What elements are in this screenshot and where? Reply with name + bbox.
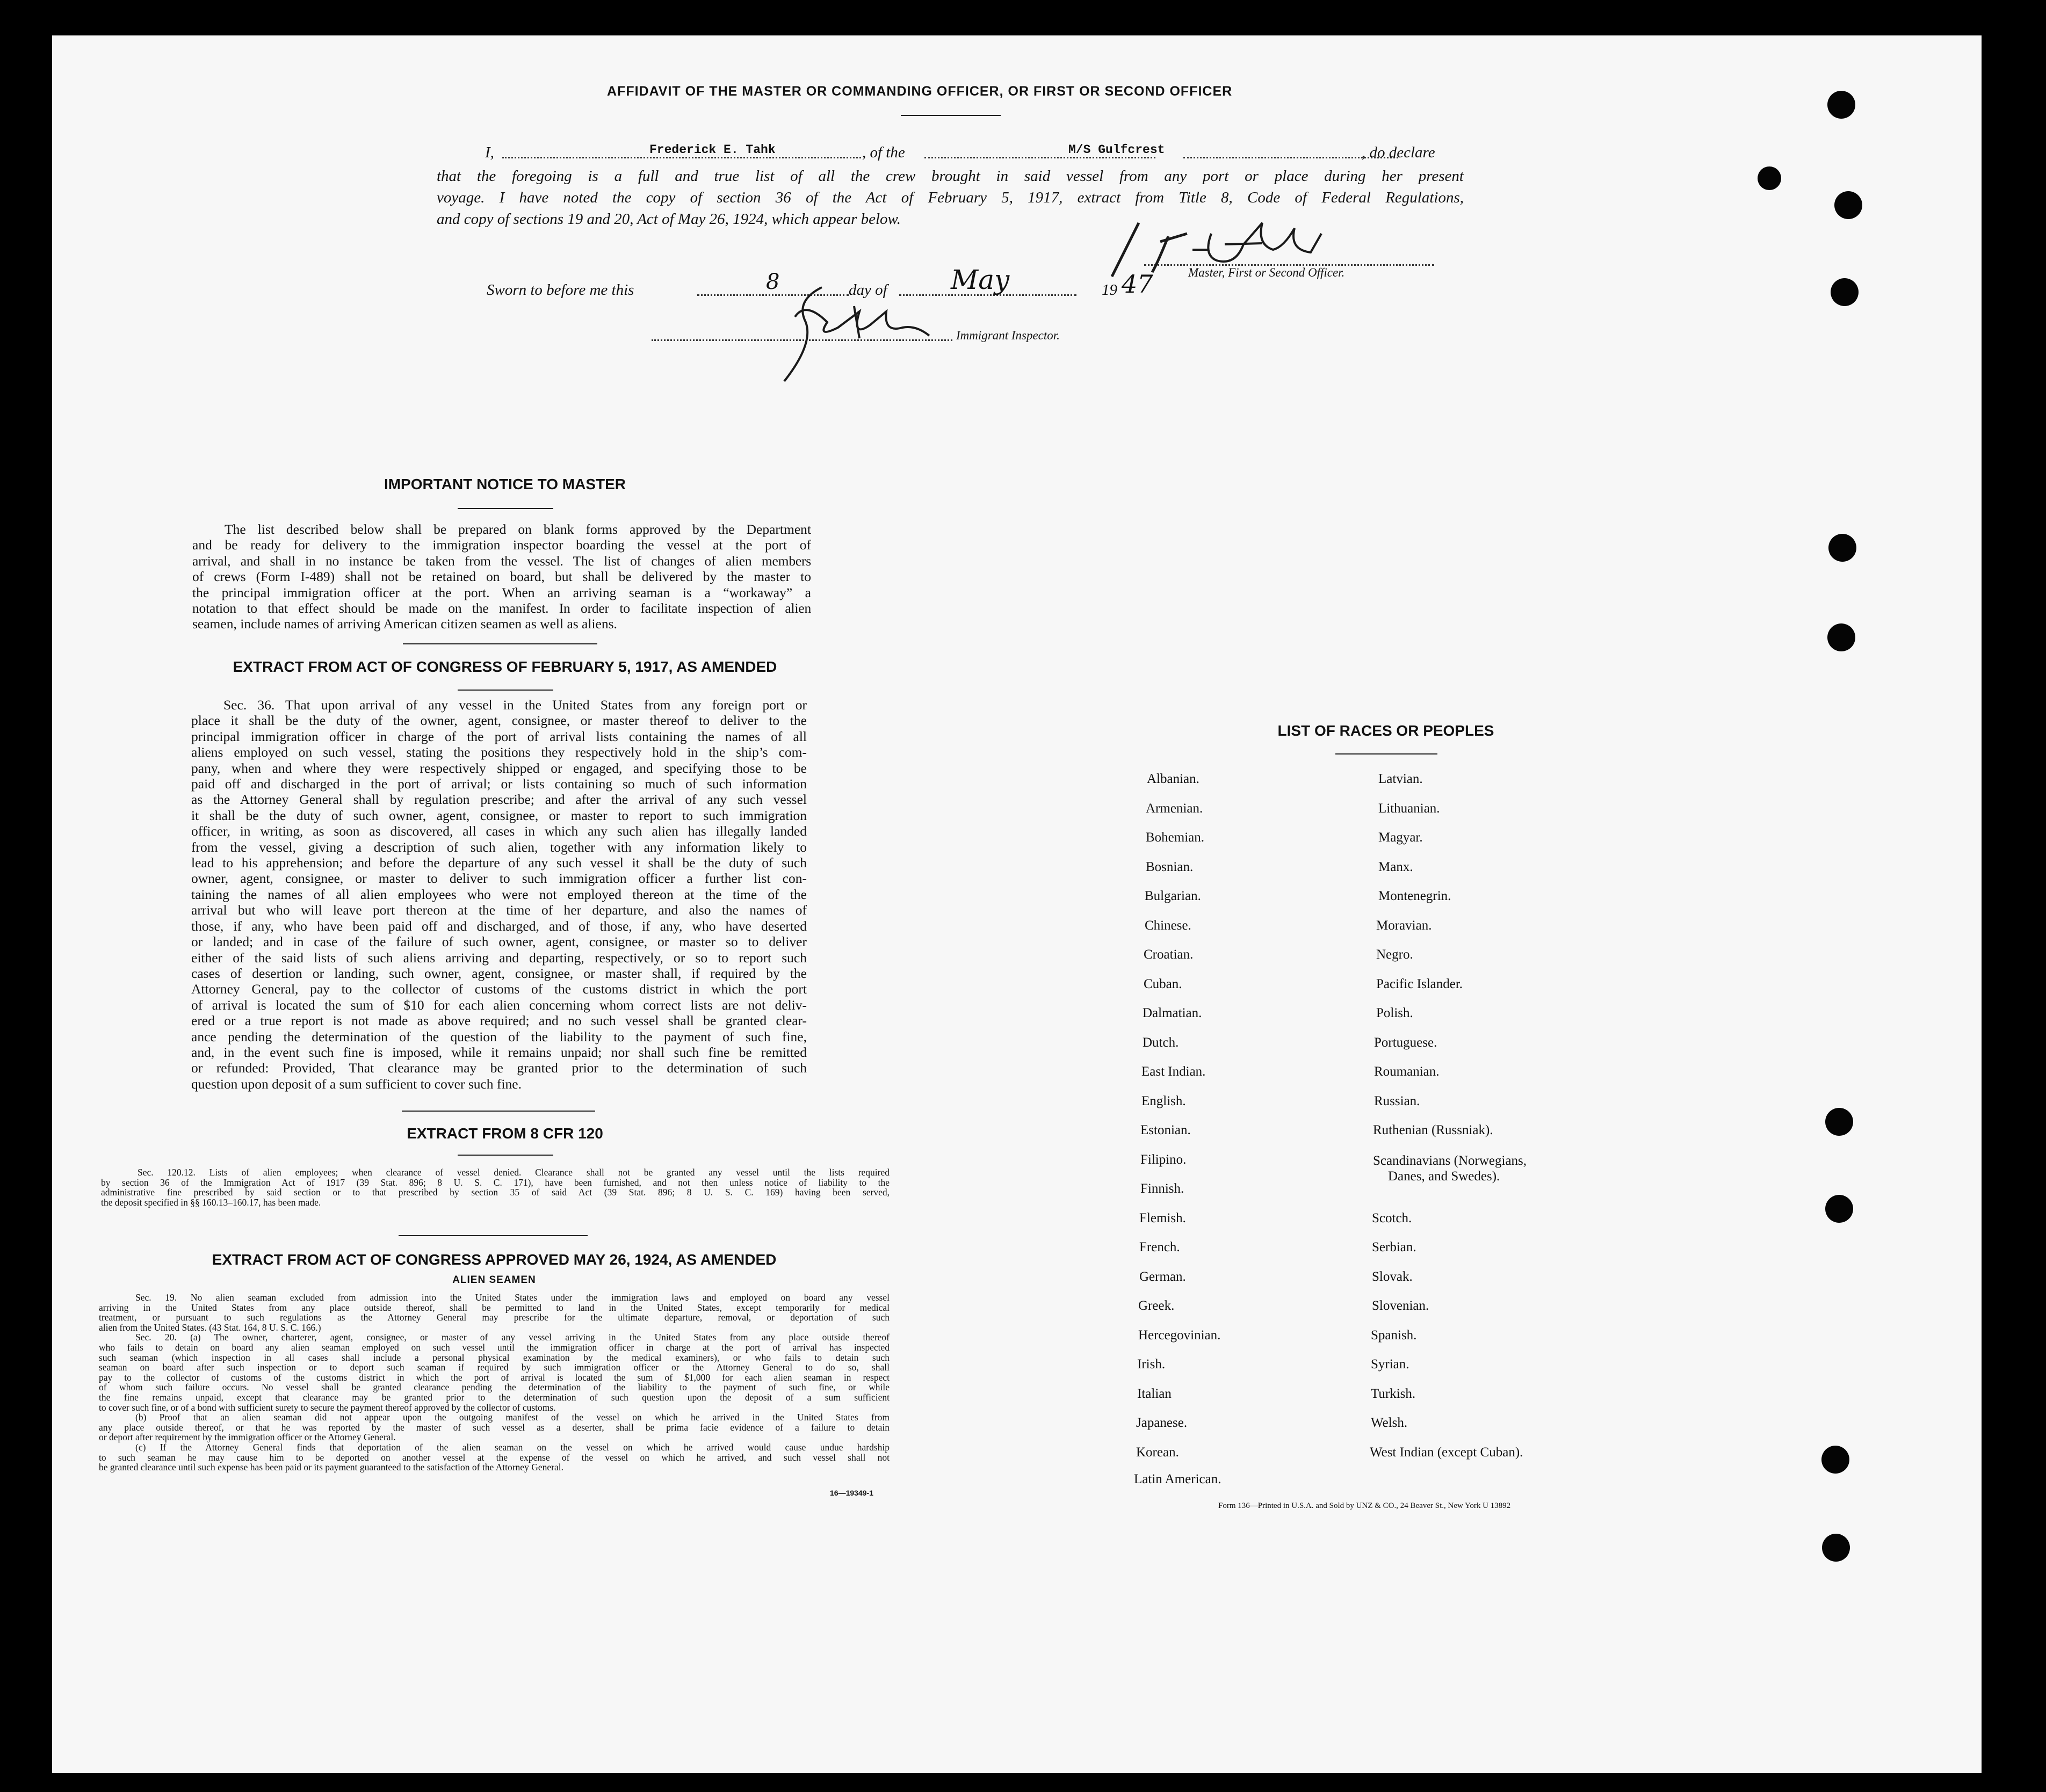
statute-line: of arrival is located the sum of $10 for each alien concerning whom correct lists are not deliv- — [191, 997, 807, 1013]
cfr-line: the deposit specified in §§ 160.13–160.17, has been made. — [101, 1196, 321, 1208]
binder-hole — [1825, 1195, 1853, 1223]
i-label: I, — [485, 144, 494, 161]
statute-line: principal immigration officer in charge of the port of arrival lists containing the names of all — [191, 728, 807, 744]
race-entry: Croatian. — [1144, 947, 1194, 962]
extract-1917-body — [191, 697, 807, 1092]
statute-line: Sec. 19. No alien seaman excluded from admission into the United States under the immigration laws and employed on board any vessel — [135, 1292, 890, 1303]
race-entry: Latin American. — [1134, 1472, 1221, 1486]
race-entry: Magyar. — [1378, 830, 1423, 845]
statute-line: paid off and discharged in the port of arrival; or lists containing so much of such information — [191, 776, 807, 792]
statute-line: the fine remains unpaid, except that clearance may be granted prior to the determination of such question upon the deposit of a sum sufficient — [99, 1391, 890, 1403]
master-caption: Master, First or Second Officer. — [1188, 266, 1345, 279]
statute-line: ered or a true report is not made as above required; and no such vessel shall be granted clear- — [191, 1013, 807, 1029]
statute-line: of whom such failure occurs. No vessel shall be granted clearance pending the determination of the liability to the payment of such fine, or while — [99, 1382, 890, 1393]
race-entry: Flemish. — [1139, 1211, 1186, 1225]
statute-line: alien from the United States. (43 Stat. 164, 8 U. S. C. 166.) — [99, 1322, 321, 1333]
statute-line: those, if any, who have been paid off and discharged, and of those, if any, who have deserted — [191, 918, 807, 934]
statute-line: Attorney General, pay to the collector of customs of the customs district in which the port — [191, 981, 807, 997]
race-entry: Armenian. — [1146, 801, 1203, 816]
sworn-label: Sworn to before me this — [487, 281, 634, 299]
race-entry: Russian. — [1374, 1094, 1420, 1108]
binder-hole — [1821, 1446, 1849, 1474]
binder-hole — [1827, 91, 1855, 119]
race-entry: Polish. — [1376, 1006, 1413, 1020]
statute-line: (b) Proof that an alien seaman did not appear upon the outgoing manifest of the vessel on which he arrived in the United States from — [135, 1412, 890, 1423]
race-entry: Danes, and Swedes). — [1388, 1169, 1500, 1184]
statute-line: or refunded: Provided, That clearance may be granted prior to the determination of such — [191, 1060, 807, 1076]
notice-heading: IMPORTANT NOTICE TO MASTER — [384, 476, 626, 492]
notice-line: and be ready for delivery to the immigration inspector boarding the vessel at the port of — [192, 537, 811, 553]
extract-1924-body — [99, 1293, 890, 1472]
race-entry: Portuguese. — [1374, 1035, 1437, 1050]
statute-line: (c) If the Attorney General finds that deportation of the alien seaman on the vessel on which he arrived would cause undue hardship — [135, 1441, 890, 1453]
binder-hole — [1758, 166, 1781, 190]
race-entry: Roumanian. — [1374, 1064, 1440, 1079]
race-entry: Welsh. — [1371, 1416, 1408, 1430]
statute-line: and, in the event such fine is imposed, while it remains unpaid; nor shall such fine be remitted — [191, 1044, 807, 1060]
statute-line: any place outside thereof, or that he was reported by the master of such vessel as a deserter, shall be prima facie evidence of a failure to detain — [99, 1421, 890, 1433]
race-entry: Greek. — [1138, 1298, 1175, 1313]
race-entry: Japanese. — [1136, 1416, 1188, 1430]
race-entry: Moravian. — [1376, 918, 1432, 933]
statute-line: who fails to detain on board any alien seaman employed on such vessel until the immigration officer in charge at the port of arrival has inspected — [99, 1341, 890, 1353]
statute-line: question upon deposit of a sum sufficient to cover such fine. — [191, 1076, 522, 1092]
year-prefix: 19 — [1102, 281, 1117, 299]
race-entry: Montenegrin. — [1378, 889, 1451, 903]
notice-line: of crews (Form I-489) shall not be retained on board, but shall be delivered by the master to — [192, 569, 811, 585]
race-entry: Latvian. — [1378, 772, 1423, 786]
form-code: 16—19349-1 — [830, 1489, 873, 1497]
divider — [399, 1235, 588, 1236]
cfr-line: by section 36 of the Immigration Act of 1917 (39 Stat. 896; 8 U. S. C. 171), have been furnished, and not then unless notice of liability to the — [101, 1177, 890, 1188]
statute-line: ance pending the determination of the question of the liability to the payment of such fine, — [191, 1028, 807, 1044]
extract-1924-heading: EXTRACT FROM ACT OF CONGRESS APPROVED MAY 26, 1924, AS AMENDED — [212, 1251, 777, 1268]
sworn-day: 8 — [766, 270, 780, 294]
year-suffix: 47 — [1122, 270, 1153, 299]
binder-hole — [1828, 534, 1856, 562]
printer-line: Form 136—Printed in U.S.A. and Sold by UNZ & CO., 24 Beaver St., New York U 13892 — [1218, 1501, 1511, 1510]
race-entry: Scandinavians (Norwegians, — [1373, 1153, 1527, 1168]
statute-line: treatment, or pursuant to such regulations as the Attorney General may prescribe for the ultimate departure, removal, or deportation of such — [99, 1312, 890, 1323]
notice-line: arrival, and shall in no instance be taken from the vessel. The list of changes of alien members — [192, 553, 811, 569]
race-entry: Bohemian. — [1146, 830, 1205, 845]
statute-line: to such seaman he may cause him to be deported on another vessel at the expense of the vessel on which he arrived, and such vessel shall not — [99, 1452, 890, 1463]
vessel-name: M/S Gulfcrest — [1066, 143, 1167, 157]
statute-line: be granted clearance until such expense has been paid or its payment guaranteed to the satisfaction of the Attorney General. — [99, 1462, 563, 1473]
statute-line: Sec. 20. (a) The owner, charterer, agent, consignee, or master of any vessel arriving in the United States from any place outside thereof — [135, 1332, 890, 1343]
binder-hole — [1834, 191, 1862, 219]
statute-line: pany, when and where they were respectively shipped or engaged, and specifying those to be — [191, 760, 807, 776]
statute-line: pay to the collector of customs of the customs district in which the port of arrival is located the sum of $1,000 for each alien seaman in respect — [99, 1372, 890, 1383]
divider — [458, 1155, 553, 1156]
statute-line: as the Attorney General shall by regulation prescribe; and after the arrival of any such vessel — [191, 792, 807, 808]
extract-1917-heading: EXTRACT FROM ACT OF CONGRESS OF FEBRUARY 5, 1917, AS AMENDED — [233, 658, 777, 675]
race-entry: Slovak. — [1372, 1269, 1413, 1284]
divider — [403, 643, 597, 644]
notice-line: seamen, include names of arriving American citizen seamen as well as aliens. — [192, 616, 617, 632]
race-entry: Albanian. — [1147, 772, 1199, 786]
statute-line: or landed; and in case of the failure of such owner, agent, consignee, or master so to deliver — [191, 934, 807, 950]
race-entry: English. — [1141, 1094, 1186, 1108]
statute-line: Sec. 36. That upon arrival of any vessel in the United States from any foreign port or — [223, 697, 807, 713]
race-entry: Irish. — [1137, 1357, 1166, 1372]
race-entry: Ruthenian (Russniak). — [1373, 1123, 1493, 1137]
race-entry: Dalmatian. — [1143, 1006, 1202, 1020]
race-entry: Bosnian. — [1146, 860, 1194, 874]
race-entry: West Indian (except Cuban). — [1370, 1445, 1523, 1460]
race-entry: Italian — [1137, 1387, 1172, 1401]
cfr-line: administrative fine prescribed by said section or to that prescribed by section 35 of said Act (39 Stat. 896; 8 U. S. C. 169) having been served, — [101, 1187, 890, 1198]
statute-line: aliens employed on such vessel, stating the positions they respectively hold in the ship’s com- — [191, 744, 807, 760]
race-entry: Manx. — [1378, 860, 1413, 874]
notice-line: The list described below shall be prepared on blank forms approved by the Department — [225, 521, 811, 537]
statute-line: seaman on board after such inspection or to deport such seaman if required by such immigration officer or the Attorney General to do so, shall — [99, 1362, 890, 1373]
divider — [1335, 753, 1437, 754]
statute-line: lead to his apprehension; and before the departure of any such vessel it shall be the duty of such — [191, 855, 807, 871]
race-entry: Dutch. — [1143, 1035, 1179, 1050]
statute-line: or deport after requirement by the immigration officer or the Attorney General. — [99, 1432, 396, 1443]
notice-body — [192, 521, 811, 632]
extract-cfr-body — [101, 1167, 890, 1207]
divider — [458, 690, 553, 691]
statute-line: such seaman (which inspection in all cases shall include a personal physical examination by the medical examiners), or who fails to detain such — [99, 1352, 890, 1363]
race-entry: East Indian. — [1141, 1064, 1206, 1079]
statute-line: to cover such fine, or of a bond with sufficient surety to secure the payment thereof approved by the collector of customs. — [99, 1402, 556, 1413]
race-entry: Serbian. — [1372, 1240, 1416, 1254]
statute-line: arriving in the United States from any place outside thereof, shall be permitted to land in the United States, except temporarily for medical — [99, 1302, 890, 1313]
inspector-caption: Immigrant Inspector. — [956, 329, 1060, 342]
race-entry: Cuban. — [1144, 977, 1182, 991]
declaration-line: voyage. I have noted the copy of section 36 of the Act of February 5, 1917, extract from Title 8, Code of Federal Regulations, — [437, 189, 1464, 206]
race-entry: Negro. — [1376, 947, 1413, 962]
sworn-month: May — [951, 264, 1010, 295]
race-entry: Korean. — [1136, 1445, 1179, 1460]
declaration-line: that the foregoing is a full and true list of all the crew brought in said vessel from any port or place during her present — [437, 168, 1464, 185]
statute-line: officer, in writing, as soon as discovered, all cases in which any such alien has illegally landed — [191, 823, 807, 839]
binder-hole — [1825, 1108, 1853, 1136]
day-of-label: day of — [849, 281, 887, 299]
statute-line: owner, agent, consignee, or master to deliver to such immigration officer a further list con- — [191, 870, 807, 887]
notice-line: notation to that effect should be made on the manifest. In order to facilitate inspection of alien — [192, 600, 811, 616]
statute-line: from the vessel, giving a description of such alien, together with any information likely to — [191, 839, 807, 855]
binder-hole — [1831, 278, 1859, 306]
race-entry: Bulgarian. — [1145, 889, 1201, 903]
race-entry: Filipino. — [1140, 1152, 1187, 1167]
races-heading: LIST OF RACES OR PEOPLES — [1277, 722, 1494, 739]
extract-1924-subheading: ALIEN SEAMEN — [452, 1274, 536, 1286]
master-name: Frederick E. Tahk — [647, 143, 778, 157]
race-entry: Estonian. — [1140, 1123, 1191, 1137]
divider — [402, 1111, 595, 1112]
notice-line: the principal immigration officer at the port. When an arriving seaman is a “workaway” a — [192, 584, 811, 600]
statute-line: place it shall be the duty of the owner, agent, consignee, or master thereof to deliver to the — [191, 713, 807, 729]
race-entry: Chinese. — [1145, 918, 1191, 933]
race-entry: Turkish. — [1371, 1387, 1416, 1401]
statute-line: arrival but who will leave port thereon at the time of her departure, and also the names of — [191, 902, 807, 918]
of-the-label: , of the — [862, 144, 905, 161]
race-entry: Finnish. — [1140, 1181, 1184, 1196]
race-entry: French. — [1139, 1240, 1180, 1254]
race-entry: Scotch. — [1372, 1211, 1412, 1225]
inspector-signature — [763, 279, 967, 387]
statute-line: cases of desertion or landing, such owner, agent, consignee, or master shall, if required by the — [191, 965, 807, 981]
binder-hole — [1827, 623, 1855, 651]
statute-line: it shall be the duty of such owner, agent, consignee, or master to report to such immigration — [191, 807, 807, 823]
affidavit-heading: AFFIDAVIT OF THE MASTER OR COMMANDING OFFICER, OR FIRST OR SECOND OFFICER — [607, 84, 1233, 99]
race-entry: Pacific Islander. — [1376, 977, 1463, 991]
race-entry: Syrian. — [1371, 1357, 1409, 1372]
race-entry: Spanish. — [1371, 1328, 1417, 1343]
cfr-line: Sec. 120.12. Lists of alien employees; when clearance of vessel denied. Clearance shall not be granted any vessel until the lists required — [138, 1167, 890, 1178]
divider — [901, 115, 1001, 116]
statute-line: taining the names of all alien employees who were not employed thereon at the time of the — [191, 886, 807, 902]
do-declare-label: , do declare — [1362, 144, 1435, 161]
divider — [458, 508, 553, 509]
race-entry: German. — [1139, 1269, 1186, 1284]
declaration-line: and copy of sections 19 and 20, Act of May 26, 1924, which appear below. — [437, 211, 901, 228]
binder-hole — [1822, 1534, 1850, 1562]
race-entry: Hercegovinian. — [1138, 1328, 1221, 1343]
extract-cfr-heading: EXTRACT FROM 8 CFR 120 — [407, 1125, 603, 1142]
race-entry: Lithuanian. — [1378, 801, 1440, 816]
statute-line: either of the said lists of such aliens arriving and departing, respectively, or so to report such — [191, 949, 807, 966]
race-entry: Slovenian. — [1372, 1298, 1429, 1313]
